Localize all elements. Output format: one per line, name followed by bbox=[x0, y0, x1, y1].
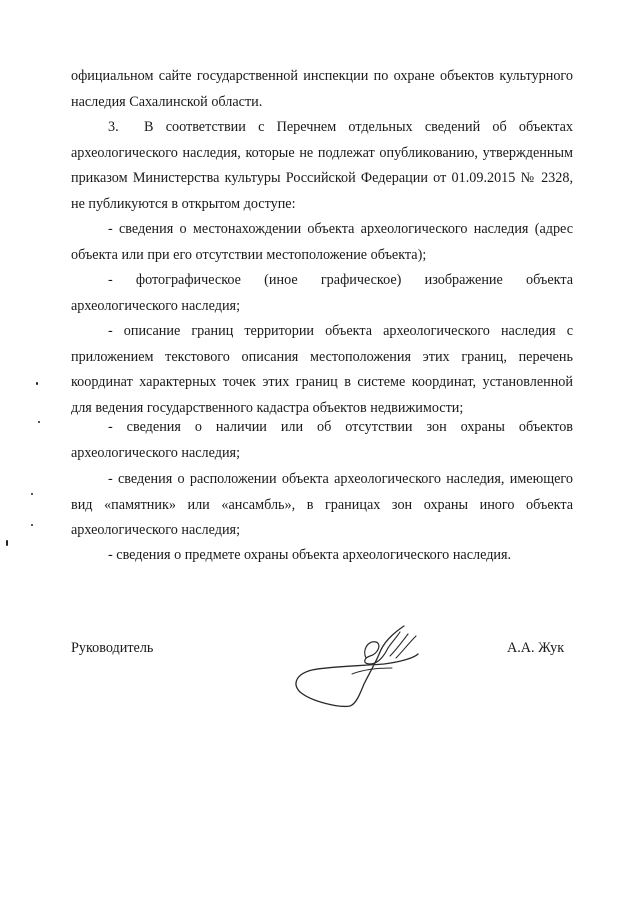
list-item: - сведения о расположении объекта археологического наследия, имеющего вид «памятник» или «ансамбль», в границах зон охраны иного объекта археологического наследия; bbox=[71, 471, 573, 539]
scan-speck bbox=[36, 382, 38, 385]
paragraph-item-3 bbox=[71, 115, 573, 217]
paragraph-item-3-text: В соответствии с Перечнем отдельных сведений об объектах археологического наследия, которые не подлежат опубликованию, утвержденным приказом Министерства культуры Российской Федерации от 01.09.2015 № 2328, не публикуются в открытом доступе: bbox=[71, 119, 573, 212]
list-item: - сведения о местонахождении объекта археологического наследия (адрес объекта или при его отсутствии местоположение объекта); bbox=[71, 221, 573, 263]
item-number: 3. bbox=[108, 119, 119, 135]
scan-speck bbox=[31, 493, 33, 495]
signer-name: А.А. Жук bbox=[507, 640, 565, 656]
list-item: - сведения о наличии или об отсутствии зон охраны объектов археологического наследия; bbox=[71, 419, 573, 461]
list-item: - фотографическое (иное графическое) изображение объекта археологического наследия; bbox=[71, 272, 573, 314]
handwritten-signature bbox=[292, 612, 422, 710]
scan-speck bbox=[31, 524, 33, 526]
scan-speck bbox=[38, 421, 40, 423]
paragraph-intro: официальном сайте государственной инспекции по охране объектов культурного наследия Сахалинской области. bbox=[71, 68, 573, 110]
signer-role: Руководитель bbox=[71, 640, 154, 656]
list-item: - описание границ территории объекта археологического наследия с приложением текстового описания местоположения этих границ, перечень координат характерных точек этих границ в системе координат, установленной для ведения государственного кадастра объектов недвижимости; bbox=[71, 323, 573, 416]
scan-speck bbox=[6, 540, 8, 546]
list-item: - сведения о предмете охраны объекта археологического наследия. bbox=[108, 547, 512, 563]
